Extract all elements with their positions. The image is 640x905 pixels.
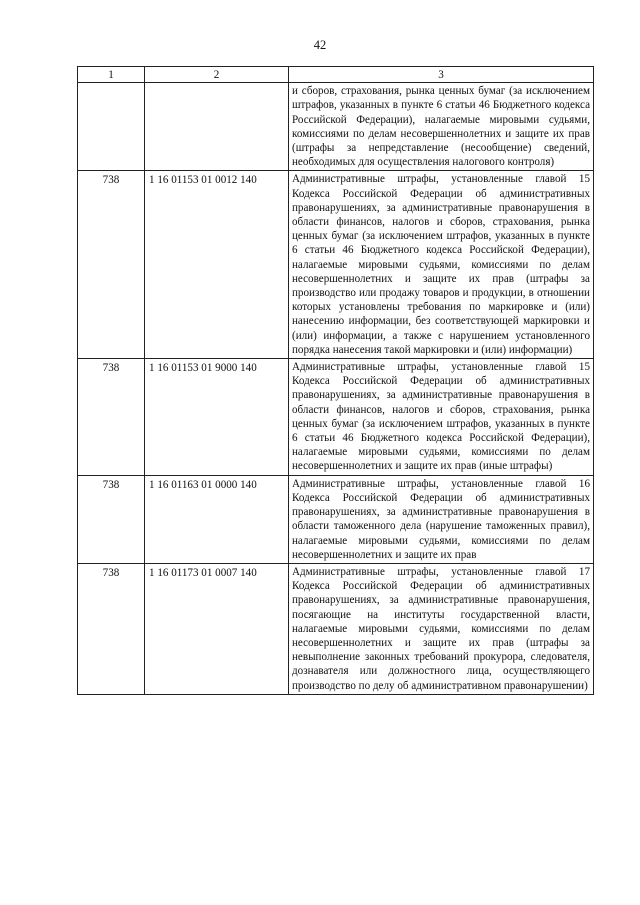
description-cell: Административные штрафы, установленные главой 15 Кодекса Российской Федерации об административных правонарушениях, за административные правонарушения в области финансов, налогов и сборов, страхования, рынка ценных бумаг (за исключением штрафов, указанных в пункте 6 статьи 46 Бюджетного кодекса Российской Федерации), налагаемые мировыми судьями, комиссиями по делам несовершеннолетних и защите их прав (штрафы за производство или продажу товаров и продукции, в отношении которых установлены требования по маркировке и (или) нанесению информации, без соответствующей маркировки и (или) информации, а также с нарушением установленного порядка нанесения такой маркировки и (или) информации) — [289, 171, 594, 359]
table-row — [78, 563, 594, 694]
table-row — [78, 359, 594, 476]
column-header-2: 2 — [145, 67, 289, 83]
description-cell: Административные штрафы, установленные главой 17 Кодекса Российской Федерации об административных правонарушениях, за административные правонарушения, посягающие на институты государственной власти, налагаемые мировыми судьями, комиссиями по делам несовершеннолетних и защите их прав (штрафы за невыполнение законных требований прокурора, следователя, дознавателя или должностного лица, осуществляющего производство по делу об административном правонарушении) — [289, 563, 594, 694]
table-row — [78, 475, 594, 563]
budget-code-cell: 1 16 01173 01 0007 140 — [145, 563, 289, 694]
budget-codes-table — [77, 66, 594, 695]
admin-code-cell: 738 — [78, 359, 145, 476]
budget-code-cell: 1 16 01153 01 9000 140 — [145, 359, 289, 476]
column-header-3: 3 — [289, 67, 594, 83]
table-row — [78, 171, 594, 359]
description-cell: Административные штрафы, установленные главой 15 Кодекса Российской Федерации об административных правонарушениях, за административные правонарушения в области финансов, налогов и сборов, страхования, рынка ценных бумаг (за исключением штрафов, указанных в пункте 6 статьи 46 Бюджетного кодекса Российской Федерации), налагаемые мировыми судьями, комиссиями по делам несовершеннолетних и защите их прав (иные штрафы) — [289, 359, 594, 476]
budget-code-cell: 1 16 01163 01 0000 140 — [145, 475, 289, 563]
page-number: 42 — [313, 38, 327, 52]
admin-code-cell: 738 — [78, 475, 145, 563]
budget-code-cell — [145, 83, 289, 171]
admin-code-cell: 738 — [78, 563, 145, 694]
column-header-1: 1 — [78, 67, 145, 83]
admin-code-cell: 738 — [78, 171, 145, 359]
table-header-row — [78, 67, 594, 83]
admin-code-cell — [78, 83, 145, 171]
description-cell: и сборов, страхования, рынка ценных бумаг (за исключением штрафов, указанных в пункте 6 статьи 46 Бюджетного кодекса Российской Федерации), налагаемые мировыми судьями, комиссиями по делам несовершеннолетних и защите их прав (штрафы за непредставление (несообщение) сведений, необходимых для осуществления налогового контроля) — [289, 83, 594, 171]
table-row — [78, 83, 594, 171]
description-cell: Административные штрафы, установленные главой 16 Кодекса Российской Федерации об административных правонарушениях, за административные правонарушения в области таможенного дела (нарушение таможенных правил), налагаемые мировыми судьями, комиссиями по делам несовершеннолетних и защите их прав — [289, 475, 594, 563]
budget-code-cell: 1 16 01153 01 0012 140 — [145, 171, 289, 359]
